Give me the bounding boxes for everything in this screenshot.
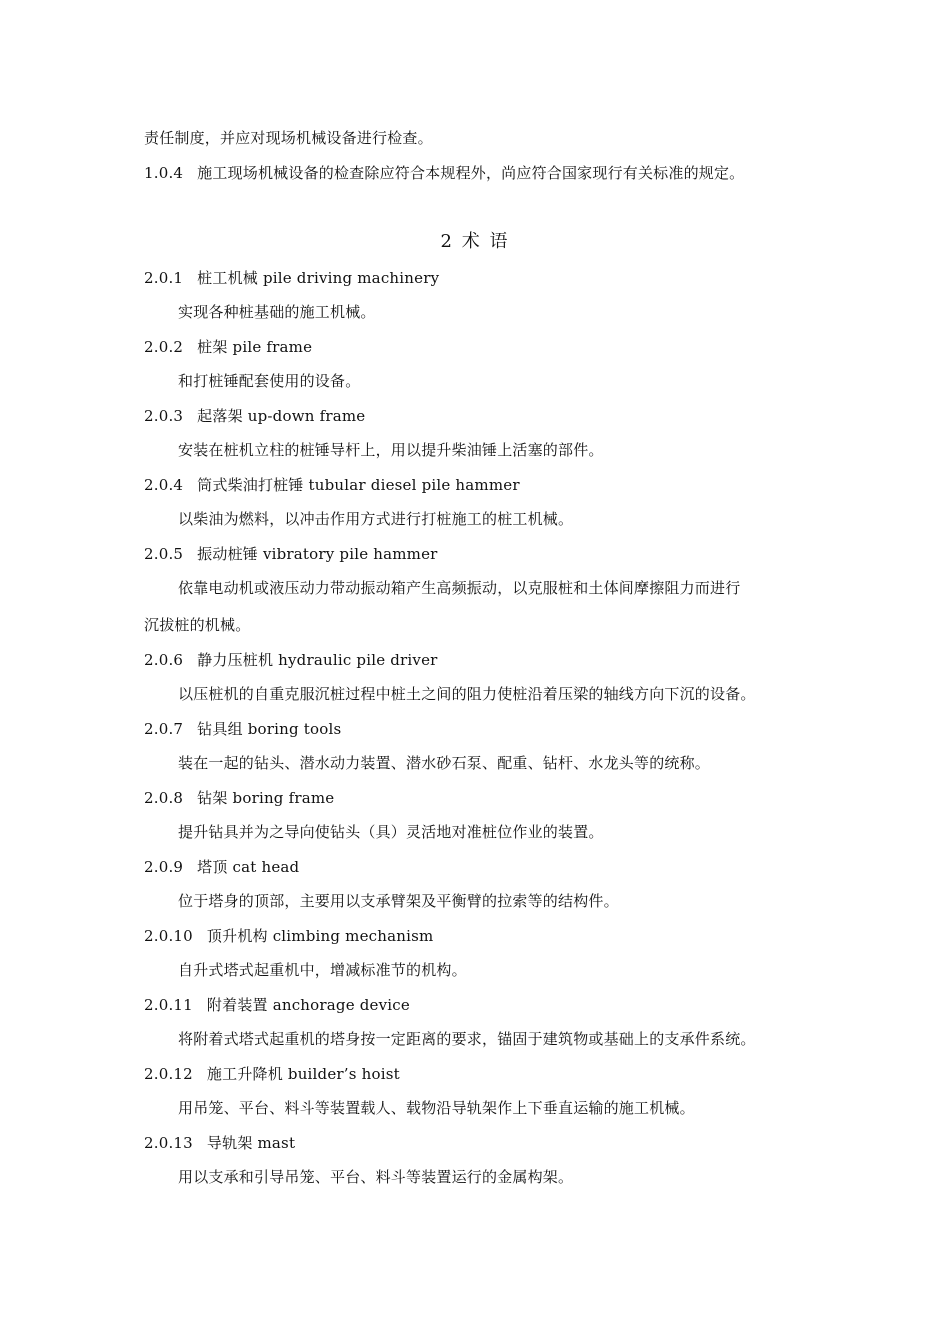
term-definition: 依靠电动机或液压动力带动振动箱产生高频振动，以克服桩和土体间摩擦阻力而进行 — [178, 579, 741, 597]
term-definition: 用吊笼、平台、料斗等装置载人、载物沿导轨架作上下垂直运输的施工机械。 — [178, 1099, 695, 1117]
term-heading — [144, 406, 365, 426]
term-heading — [144, 268, 439, 288]
term-name: 附着装置 anchorage device — [206, 996, 410, 1014]
term-heading — [144, 1064, 400, 1084]
term-heading — [144, 544, 438, 564]
term-number: 2.0.7 — [144, 720, 184, 738]
term-heading — [144, 650, 438, 670]
section-title: 2 术 语 — [440, 231, 510, 252]
term-number: 2.0.6 — [144, 651, 184, 669]
term-number: 2.0.3 — [144, 407, 184, 425]
term-name: 钻架 boring frame — [197, 789, 335, 807]
term-definition: 实现各种桩基础的施工机械。 — [178, 303, 376, 321]
term-name: 静力压桩机 hydraulic pile driver — [197, 651, 438, 669]
clause-number: 1.0.4 — [144, 164, 184, 182]
term-definition-continuation: 沉拔桩的机械。 — [144, 616, 251, 634]
term-name: 塔顶 cat head — [197, 858, 300, 876]
clause-text: 施工现场机械设备的检查除应符合本规程外，尚应符合国家现行有关标准的规定。 — [197, 164, 745, 182]
term-number: 2.0.11 — [144, 996, 193, 1014]
term-heading — [144, 995, 410, 1015]
term-number: 2.0.5 — [144, 545, 184, 563]
term-definition: 以压桩机的自重克服沉桩过程中桩土之间的阻力使桩沿着压梁的轴线方向下沉的设备。 — [178, 685, 756, 703]
term-heading — [144, 857, 299, 877]
clause-1-0-4 — [144, 163, 744, 183]
term-heading — [144, 926, 433, 946]
term-definition: 提升钻具并为之导向使钻头（具）灵活地对准桩位作业的装置。 — [178, 823, 604, 841]
term-name: 施工升降机 builder’s hoist — [206, 1065, 400, 1083]
term-number: 2.0.2 — [144, 338, 184, 356]
term-name: 桩工机械 pile driving machinery — [197, 269, 440, 287]
term-name: 起落架 up-down frame — [197, 407, 366, 425]
term-definition: 装在一起的钻头、潜水动力装置、潜水砂石泵、配重、钻杆、水龙头等的统称。 — [178, 754, 711, 772]
term-heading — [144, 788, 334, 808]
term-name: 桩架 pile frame — [197, 338, 313, 356]
term-number: 2.0.12 — [144, 1065, 193, 1083]
term-name: 钻具组 boring tools — [197, 720, 342, 738]
term-name: 顶升机构 climbing mechanism — [206, 927, 434, 945]
term-number: 2.0.10 — [144, 927, 193, 945]
term-number: 2.0.8 — [144, 789, 184, 807]
term-name: 导轨架 mast — [206, 1134, 296, 1152]
term-name: 振动桩锤 vibratory pile hammer — [197, 545, 438, 563]
term-definition: 位于塔身的顶部，主要用以支承臂架及平衡臂的拉索等的结构件。 — [178, 892, 619, 910]
term-definition: 和打桩锤配套使用的设备。 — [178, 372, 361, 390]
term-heading — [144, 337, 312, 357]
term-number: 2.0.4 — [144, 476, 184, 494]
term-definition: 将附着式塔式起重机的塔身按一定距离的要求，锚固于建筑物或基础上的支承件系统。 — [178, 1030, 756, 1048]
term-heading — [144, 719, 341, 739]
term-heading — [144, 475, 520, 495]
term-number: 2.0.1 — [144, 269, 184, 287]
term-number: 2.0.9 — [144, 858, 184, 876]
term-name: 筒式柴油打桩锤 tubular diesel pile hammer — [197, 476, 520, 494]
term-number: 2.0.13 — [144, 1134, 193, 1152]
intro-continuation-line: 责任制度，并应对现场机械设备进行检查。 — [144, 129, 433, 147]
term-definition: 用以支承和引导吊笼、平台、料斗等装置运行的金属构架。 — [178, 1168, 574, 1186]
term-heading — [144, 1133, 295, 1153]
term-definition: 自升式塔式起重机中，增减标准节的机构。 — [178, 961, 467, 979]
term-definition: 以柴油为燃料，以冲击作用方式进行打桩施工的桩工机械。 — [178, 510, 574, 528]
term-definition: 安装在桩机立柱的桩锤导杆上，用以提升柴油锤上活塞的部件。 — [178, 441, 604, 459]
